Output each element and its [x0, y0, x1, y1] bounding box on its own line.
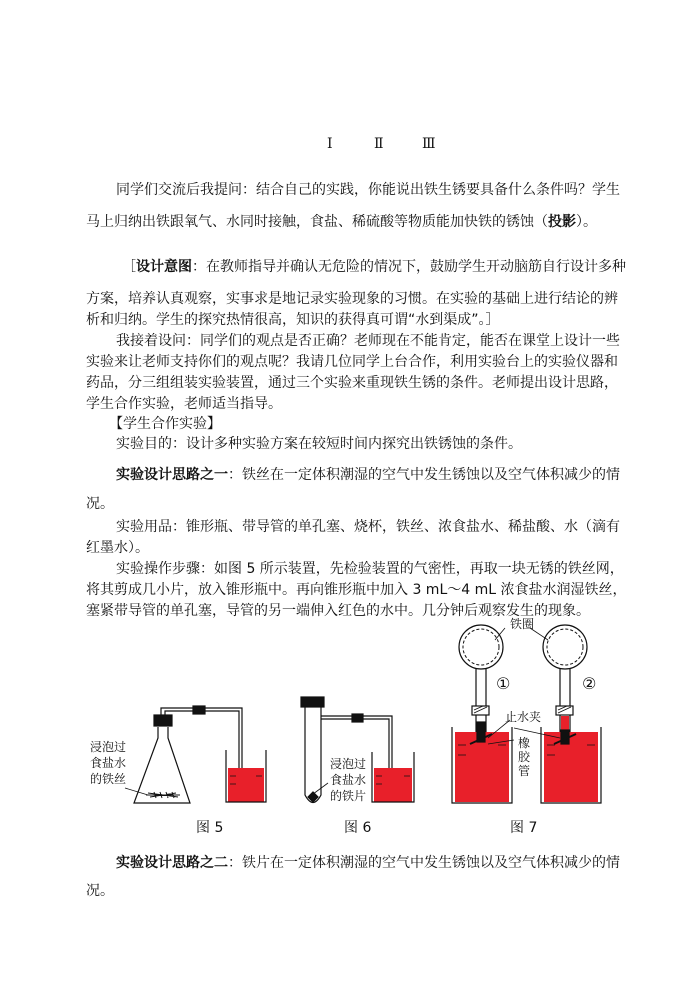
- fig7-label-two: ②: [582, 674, 597, 693]
- design-intent-line1: [122, 257, 626, 277]
- para1-line1: 同学们交流后我提问：结合自己的实践，你能说出铁生锈要具备什么条件吗？学生: [116, 182, 620, 198]
- fig7-caption: 图 7: [510, 820, 538, 836]
- round-flask-1: [459, 625, 503, 669]
- idea1-title: 实验设计思路之一: [116, 467, 228, 483]
- beaker-fig6-water: [374, 768, 412, 802]
- delivery-tube: [161, 708, 242, 770]
- supplies-line1: 实验用品：锥形瓶、带导管的单孔塞、烧杯，铁丝、浓食盐水、稀盐酸、水（滴有: [116, 519, 620, 535]
- design-intent-line2: 方案，培养认真观察，实事求是地记录实验现象的习惯。在实验的基础上进行结论的辨: [86, 291, 618, 307]
- steps-line1: 实验操作步骤：如图 5 所示装置，先检验装置的气密性，再取一块无锈的铁丝网，: [116, 561, 624, 577]
- fig5-caption: 图 5: [196, 820, 224, 836]
- flask-stopper: [154, 715, 172, 726]
- idea2-line2: 况。: [86, 883, 114, 899]
- fig6-label-line3: 的铁片: [330, 789, 367, 803]
- para1-line2-text: 马上归纳出铁跟氧气、水同时接触，食盐、稀硫酸等物质能加快铁的锈蚀（: [86, 214, 548, 230]
- projection-label: 投影: [548, 214, 576, 230]
- idea2-text: ：铁片在一定体积潮湿的空气中发生锈蚀以及空气体积减少的情: [228, 855, 620, 871]
- experiment-purpose: 实验目的：设计多种实验方案在较短时间内探究出铁锈蚀的条件。: [116, 436, 522, 452]
- tube-clamp: [193, 706, 205, 714]
- supplies-line2: 红墨水）。: [86, 540, 149, 556]
- idea1-line1: [116, 465, 620, 485]
- fig6-label-line1: 浸泡过: [330, 757, 367, 771]
- design-intent-text: ：在教师指导并确认无危险的情况下，鼓励学生开动脑筋自行设计多种: [192, 259, 626, 275]
- iron-wire: [146, 792, 180, 798]
- fig7-tube-label-2: 胶: [518, 750, 531, 764]
- fig7-label-one: ①: [496, 674, 511, 693]
- fig7-tube-label-1: 橡: [518, 736, 531, 750]
- para1-line2-end: ）。: [576, 214, 597, 230]
- figure5-apparatus: [125, 706, 266, 803]
- fig5-label-line2: 食盐水: [90, 756, 127, 770]
- roman-numeral-3: Ⅲ: [422, 136, 436, 152]
- para2-line1: 我接着设问：同学们的观点是否正确？老师现在不能肯定，能否在课堂上设计一些: [116, 333, 620, 349]
- steps-line3: 塞紧带导管的单孔塞，导管的另一端伸入红色的水中。几分钟后观察发生的现象。: [86, 603, 590, 619]
- design-open-bracket: ［: [122, 259, 136, 275]
- fig6-caption: 图 6: [344, 820, 372, 836]
- beaker-fig5-water: [228, 768, 264, 802]
- beaker-fig7-2-water: [544, 732, 598, 802]
- roman-numeral-1: Ⅰ: [327, 136, 333, 152]
- design-intent-title: 设计意图: [136, 259, 192, 275]
- round-flask-2: [543, 625, 587, 669]
- fig7-iron-ring-label: 铁圈: [510, 617, 535, 631]
- para2-line2: 实验来让老师支持你们的观点呢？我请几位同学上台合作，利用实验台上的实验仪器和: [86, 354, 618, 370]
- idea2-line1: [116, 853, 620, 873]
- design-intent-line3: 析和归纳。学生的探究热情很高，知识的获得真可谓“水到渠成”。］: [86, 312, 500, 328]
- para1-line2: [86, 212, 597, 232]
- idea1-line2: 况。: [86, 496, 114, 512]
- test-tube-stopper: [301, 697, 324, 707]
- coop-experiment-title: 【学生合作实验】: [109, 416, 221, 432]
- idea1-text: ：铁丝在一定体积潮湿的空气中发生锈蚀以及空气体积减少的情: [228, 467, 620, 483]
- test-tube: [305, 705, 321, 803]
- roman-numeral-2: Ⅱ: [374, 136, 384, 152]
- steps-line2: 将其剪成几小片，放入锥形瓶中。再向锥形瓶中加入 3 mL～4 mL 浓食盐水润湿铁丝，: [86, 582, 627, 598]
- fig7-tube-label-3: 管: [518, 764, 531, 778]
- fig5-label-line1: 浸泡过: [90, 740, 127, 754]
- fig6-label-line2: 食盐水: [330, 773, 367, 787]
- fig5-label-line3: 的铁丝: [90, 772, 127, 786]
- para2-line3: 药品，分三组组装实验装置，通过三个实验来重现铁生锈的条件。老师提出设计思路，: [86, 375, 618, 391]
- fig7-clamp-label: 止水夹: [505, 710, 542, 724]
- idea2-title: 实验设计思路之二: [116, 855, 228, 871]
- conical-flask: [134, 727, 190, 803]
- para2-line4: 学生合作实验，老师适当指导。: [86, 396, 282, 412]
